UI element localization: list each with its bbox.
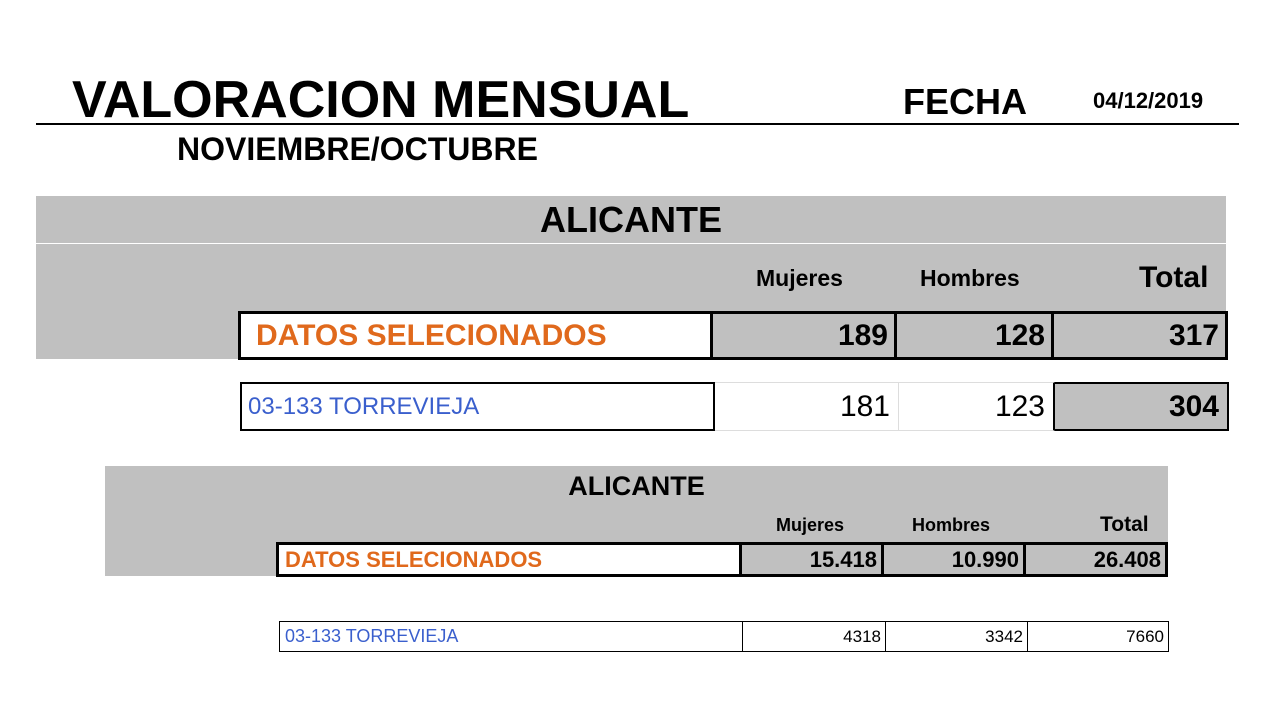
- table-2-header-mujeres: Mujeres: [776, 515, 845, 535]
- table-1-header-total: Total: [1139, 261, 1209, 294]
- table-1-location-hombres: 123: [899, 382, 1055, 431]
- table-1-selected-label: DATOS SELECIONADOS: [238, 311, 713, 360]
- table-2-header-hombres: Hombres: [912, 515, 991, 535]
- table-1-selected-total: 317: [1054, 311, 1228, 360]
- date-value: 04/12/2019: [1093, 88, 1204, 113]
- table-1-selected-hombres: 128: [897, 311, 1054, 360]
- table-1-selected-mujeres: 189: [713, 311, 897, 360]
- table-2-location-total: 7660: [1028, 621, 1169, 652]
- page-title: VALORACION MENSUAL: [72, 71, 690, 129]
- table-1-region-title: ALICANTE: [540, 199, 722, 240]
- table-2-selected-hombres: 10.990: [884, 542, 1026, 577]
- table-1-location-total: 304: [1055, 382, 1229, 431]
- table-1-header-hombres: Hombres: [920, 265, 1020, 291]
- table-2-selected-mujeres: 15.418: [742, 542, 884, 577]
- table-2-location-label: 03-133 TORREVIEJA: [279, 621, 743, 652]
- table-1-left-band: [36, 312, 240, 359]
- table-1-location-mujeres: 181: [715, 382, 899, 431]
- table-2-left-band: [105, 543, 278, 576]
- table-2-location-mujeres: 4318: [743, 621, 886, 652]
- page-subtitle: NOVIEMBRE/OCTUBRE: [177, 131, 538, 167]
- table-2-location-hombres: 3342: [886, 621, 1028, 652]
- table-2-header-total: Total: [1100, 513, 1149, 536]
- table-2-selected-label: DATOS SELECIONADOS: [276, 542, 742, 577]
- table-1-location-label: 03-133 TORREVIEJA: [240, 382, 715, 431]
- table-2-selected-total: 26.408: [1026, 542, 1168, 577]
- date-label: FECHA: [903, 81, 1027, 122]
- table-1-header-mujeres: Mujeres: [756, 265, 843, 291]
- table-1-header-band: [36, 244, 1226, 312]
- table-2-region-title: ALICANTE: [568, 471, 705, 501]
- header-divider: [36, 123, 1239, 125]
